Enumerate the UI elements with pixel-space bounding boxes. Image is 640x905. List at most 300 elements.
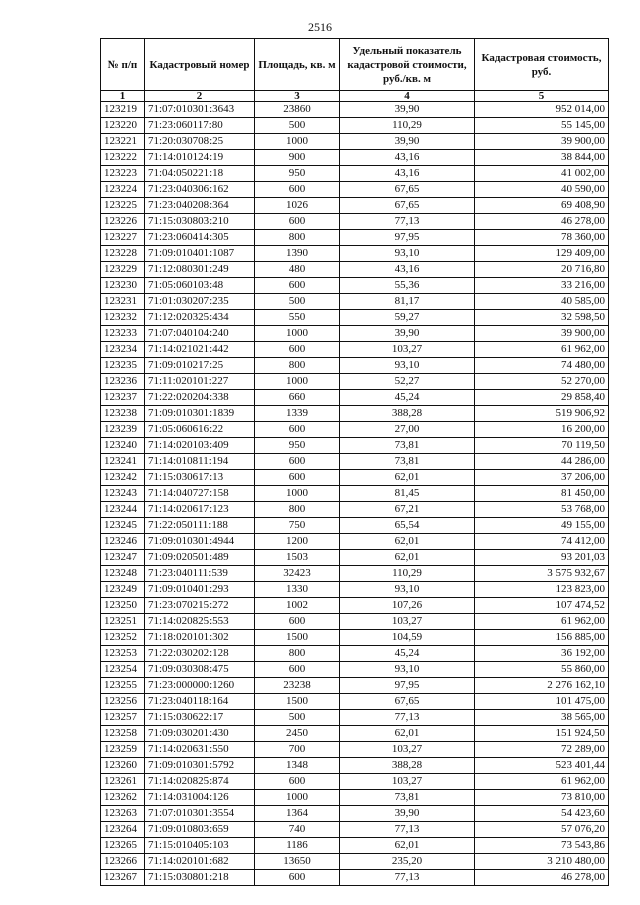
cadastral-cost-cell: 123 823,00 [475,582,609,598]
area-cell: 1364 [255,806,340,822]
table-row [101,406,609,422]
specific-value-cell: 62,01 [340,550,475,566]
specific-value-cell: 67,65 [340,198,475,214]
row-number-cell: 123267 [101,870,145,886]
page-number: 2516 [308,20,332,34]
cadastral-number-cell: 71:14:031004:126 [145,790,255,806]
table-row [101,646,609,662]
area-cell: 1330 [255,582,340,598]
row-number-cell: 123231 [101,294,145,310]
cadastral-number-cell: 71:07:040104:240 [145,326,255,342]
row-number-cell: 123246 [101,534,145,550]
specific-value-cell: 388,28 [340,758,475,774]
area-cell: 1503 [255,550,340,566]
table-row [101,630,609,646]
row-number-cell: 123241 [101,454,145,470]
cadastral-number-cell: 71:20:030708:25 [145,134,255,150]
specific-value-cell: 39,90 [340,806,475,822]
row-number-cell: 123226 [101,214,145,230]
cadastral-cost-cell: 46 278,00 [475,214,609,230]
row-number-cell: 123243 [101,486,145,502]
table-row [101,726,609,742]
cadastral-number-cell: 71:22:020204:338 [145,390,255,406]
cadastral-number-cell: 71:14:020101:682 [145,854,255,870]
area-cell: 800 [255,646,340,662]
area-cell: 950 [255,166,340,182]
column-number-row [101,91,609,102]
specific-value-cell: 62,01 [340,726,475,742]
row-number-cell: 123242 [101,470,145,486]
table-row [101,678,609,694]
specific-value-cell: 73,81 [340,438,475,454]
area-cell: 550 [255,310,340,326]
table-row [101,166,609,182]
cadastral-number-cell: 71:23:070215:272 [145,598,255,614]
cadastral-cost-cell: 519 906,92 [475,406,609,422]
table-row [101,358,609,374]
cadastral-cost-cell: 33 216,00 [475,278,609,294]
table-row [101,374,609,390]
cadastral-cost-cell: 32 598,50 [475,310,609,326]
cadastral-cost-cell: 29 858,40 [475,390,609,406]
cadastral-number-cell: 71:09:010301:4944 [145,534,255,550]
cadastral-cost-cell: 39 900,00 [475,134,609,150]
row-number-cell: 123252 [101,630,145,646]
area-cell: 1500 [255,694,340,710]
cadastral-number-cell: 71:04:050221:18 [145,166,255,182]
specific-value-cell: 77,13 [340,870,475,886]
table-row [101,854,609,870]
cadastral-number-cell: 71:23:040208:364 [145,198,255,214]
area-cell: 480 [255,262,340,278]
specific-value-cell: 77,13 [340,822,475,838]
specific-value-cell: 45,24 [340,646,475,662]
cadastral-cost-cell: 61 962,00 [475,774,609,790]
cadastral-cost-cell: 37 206,00 [475,470,609,486]
area-cell: 2450 [255,726,340,742]
cadastral-cost-cell: 49 155,00 [475,518,609,534]
row-number-cell: 123265 [101,838,145,854]
specific-value-cell: 103,27 [340,614,475,630]
table-row [101,710,609,726]
cadastral-cost-cell: 101 475,00 [475,694,609,710]
row-number-cell: 123262 [101,790,145,806]
cadastral-number-cell: 71:01:030207:235 [145,294,255,310]
table-row [101,822,609,838]
area-cell: 500 [255,710,340,726]
cadastral-number-cell: 71:14:040727:158 [145,486,255,502]
column-number: 4 [340,91,475,102]
row-number-cell: 123249 [101,582,145,598]
cadastral-number-cell: 71:14:010811:194 [145,454,255,470]
cadastral-number-cell: 71:23:040111:539 [145,566,255,582]
table-row [101,342,609,358]
cadastral-cost-cell: 107 474,52 [475,598,609,614]
cadastral-cost-cell: 74 412,00 [475,534,609,550]
table-row [101,790,609,806]
row-number-cell: 123224 [101,182,145,198]
specific-value-cell: 81,17 [340,294,475,310]
area-cell: 800 [255,230,340,246]
area-cell: 600 [255,214,340,230]
area-cell: 950 [255,438,340,454]
cadastral-number-cell: 71:05:060616:22 [145,422,255,438]
table-row [101,582,609,598]
table-row [101,262,609,278]
cadastral-cost-cell: 57 076,20 [475,822,609,838]
header-cadastral-number: Кадастровый номер [145,39,255,91]
area-cell: 1000 [255,134,340,150]
specific-value-cell: 103,27 [340,774,475,790]
specific-value-cell: 43,16 [340,150,475,166]
specific-value-cell: 388,28 [340,406,475,422]
cadastral-number-cell: 71:23:060414:305 [145,230,255,246]
area-cell: 500 [255,294,340,310]
specific-value-cell: 73,81 [340,454,475,470]
cadastral-number-cell: 71:09:010803:659 [145,822,255,838]
table-row [101,182,609,198]
specific-value-cell: 77,13 [340,710,475,726]
area-cell: 600 [255,342,340,358]
cadastral-cost-cell: 61 962,00 [475,342,609,358]
specific-value-cell: 77,13 [340,214,475,230]
table-row [101,534,609,550]
table-body [101,102,609,886]
cadastral-cost-cell: 156 885,00 [475,630,609,646]
cadastral-number-cell: 71:15:030617:13 [145,470,255,486]
table-row [101,566,609,582]
specific-value-cell: 59,27 [340,310,475,326]
cadastral-cost-cell: 38 565,00 [475,710,609,726]
specific-value-cell: 65,54 [340,518,475,534]
cadastral-number-cell: 71:23:040118:164 [145,694,255,710]
row-number-cell: 123219 [101,102,145,118]
row-number-cell: 123235 [101,358,145,374]
table-row [101,454,609,470]
row-number-cell: 123237 [101,390,145,406]
specific-value-cell: 62,01 [340,838,475,854]
table-row [101,390,609,406]
specific-value-cell: 103,27 [340,342,475,358]
row-number-cell: 123260 [101,758,145,774]
column-number: 1 [101,91,145,102]
cadastral-number-cell: 71:09:010401:1087 [145,246,255,262]
row-number-cell: 123248 [101,566,145,582]
area-cell: 1339 [255,406,340,422]
table-row [101,134,609,150]
table-row [101,422,609,438]
cadastral-number-cell: 71:09:010217:25 [145,358,255,374]
cadastral-number-cell: 71:14:010124:19 [145,150,255,166]
row-number-cell: 123234 [101,342,145,358]
area-cell: 900 [255,150,340,166]
row-number-cell: 123253 [101,646,145,662]
cadastral-number-cell: 71:07:010301:3554 [145,806,255,822]
table-row [101,774,609,790]
cadastral-number-cell: 71:09:030308:475 [145,662,255,678]
cadastral-cost-cell: 20 716,80 [475,262,609,278]
cadastral-number-cell: 71:05:060103:48 [145,278,255,294]
cadastral-cost-cell: 73 543,86 [475,838,609,854]
area-cell: 1000 [255,326,340,342]
row-number-cell: 123236 [101,374,145,390]
table-row [101,198,609,214]
table-row [101,278,609,294]
specific-value-cell: 67,65 [340,182,475,198]
specific-value-cell: 81,45 [340,486,475,502]
specific-value-cell: 110,29 [340,118,475,134]
area-cell: 1500 [255,630,340,646]
row-number-cell: 123233 [101,326,145,342]
specific-value-cell: 93,10 [340,582,475,598]
cadastral-cost-cell: 38 844,00 [475,150,609,166]
row-number-cell: 123266 [101,854,145,870]
area-cell: 1000 [255,374,340,390]
table-row [101,694,609,710]
row-number-cell: 123261 [101,774,145,790]
area-cell: 500 [255,118,340,134]
area-cell: 750 [255,518,340,534]
cadastral-cost-cell: 78 360,00 [475,230,609,246]
table-row [101,294,609,310]
area-cell: 32423 [255,566,340,582]
area-cell: 1200 [255,534,340,550]
specific-value-cell: 104,59 [340,630,475,646]
specific-value-cell: 39,90 [340,102,475,118]
specific-value-cell: 39,90 [340,326,475,342]
specific-value-cell: 67,21 [340,502,475,518]
row-number-cell: 123256 [101,694,145,710]
area-cell: 800 [255,358,340,374]
row-number-cell: 123225 [101,198,145,214]
area-cell: 600 [255,774,340,790]
table-row [101,214,609,230]
row-number-cell: 123251 [101,614,145,630]
specific-value-cell: 103,27 [340,742,475,758]
cadastral-cost-cell: 952 014,00 [475,102,609,118]
specific-value-cell: 52,27 [340,374,475,390]
table-row [101,102,609,118]
area-cell: 1000 [255,790,340,806]
row-number-cell: 123222 [101,150,145,166]
area-cell: 600 [255,870,340,886]
area-cell: 23860 [255,102,340,118]
cadastral-number-cell: 71:23:040306:162 [145,182,255,198]
area-cell: 1186 [255,838,340,854]
row-number-cell: 123247 [101,550,145,566]
area-cell: 1026 [255,198,340,214]
area-cell: 1390 [255,246,340,262]
row-number-cell: 123239 [101,422,145,438]
cadastral-cost-cell: 151 924,50 [475,726,609,742]
area-cell: 13650 [255,854,340,870]
area-cell: 1000 [255,486,340,502]
row-number-cell: 123257 [101,710,145,726]
row-number-cell: 123240 [101,438,145,454]
cadastral-cost-cell: 53 768,00 [475,502,609,518]
column-number: 2 [145,91,255,102]
table-row [101,438,609,454]
specific-value-cell: 110,29 [340,566,475,582]
area-cell: 600 [255,470,340,486]
table-row [101,326,609,342]
cadastral-cost-cell: 40 585,00 [475,294,609,310]
row-number-cell: 123227 [101,230,145,246]
cadastral-number-cell: 71:15:030801:218 [145,870,255,886]
row-number-cell: 123259 [101,742,145,758]
cadastral-number-cell: 71:15:030803:210 [145,214,255,230]
table-row [101,614,609,630]
row-number-cell: 123254 [101,662,145,678]
area-cell: 600 [255,182,340,198]
area-cell: 1348 [255,758,340,774]
cadastral-cost-cell: 74 480,00 [475,358,609,374]
specific-value-cell: 62,01 [340,470,475,486]
cadastral-number-cell: 71:12:080301:249 [145,262,255,278]
cadastral-cost-cell: 36 192,00 [475,646,609,662]
cadastral-cost-cell: 39 900,00 [475,326,609,342]
row-number-cell: 123258 [101,726,145,742]
cadastral-number-cell: 71:15:010405:103 [145,838,255,854]
cadastral-cost-cell: 55 860,00 [475,662,609,678]
cadastral-cost-cell: 73 810,00 [475,790,609,806]
cadastral-cost-cell: 44 286,00 [475,454,609,470]
header-specific-value: Удельный показатель кадастровой стоимости, руб./кв. м [340,39,475,91]
row-number-cell: 123244 [101,502,145,518]
cadastral-cost-cell: 55 145,00 [475,118,609,134]
row-number-cell: 123264 [101,822,145,838]
cadastral-cost-cell: 3 575 932,67 [475,566,609,582]
cadastral-cost-cell: 61 962,00 [475,614,609,630]
area-cell: 23238 [255,678,340,694]
cadastral-number-cell: 71:18:020101:302 [145,630,255,646]
row-number-cell: 123223 [101,166,145,182]
table-row [101,838,609,854]
table-row [101,470,609,486]
cadastral-cost-cell: 41 002,00 [475,166,609,182]
header-cadastral-cost: Кадастровая стоимость, руб. [475,39,609,91]
table-row [101,502,609,518]
row-number-cell: 123250 [101,598,145,614]
cadastral-cost-cell: 81 450,00 [475,486,609,502]
cadastral-number-cell: 71:09:010301:1839 [145,406,255,422]
area-cell: 660 [255,390,340,406]
row-number-cell: 123245 [101,518,145,534]
specific-value-cell: 62,01 [340,534,475,550]
area-cell: 600 [255,662,340,678]
cadastral-number-cell: 71:14:020825:553 [145,614,255,630]
specific-value-cell: 43,16 [340,166,475,182]
header-row-number: № п/п [101,39,145,91]
row-number-cell: 123238 [101,406,145,422]
cadastral-cost-cell: 72 289,00 [475,742,609,758]
cadastral-number-cell: 71:22:050111:188 [145,518,255,534]
cadastral-cost-cell: 93 201,03 [475,550,609,566]
specific-value-cell: 93,10 [340,358,475,374]
cadastral-cost-cell: 70 119,50 [475,438,609,454]
table-row [101,230,609,246]
header-area: Площадь, кв. м [255,39,340,91]
cadastral-number-cell: 71:07:010301:3643 [145,102,255,118]
row-number-cell: 123221 [101,134,145,150]
row-number-cell: 123263 [101,806,145,822]
cadastral-cost-cell: 54 423,60 [475,806,609,822]
table-header-row [101,39,609,91]
area-cell: 740 [255,822,340,838]
cadastral-number-cell: 71:14:020631:550 [145,742,255,758]
cadastral-cost-cell: 2 276 162,10 [475,678,609,694]
specific-value-cell: 55,36 [340,278,475,294]
table-row [101,518,609,534]
cadastral-number-cell: 71:12:020325:434 [145,310,255,326]
cadastral-cost-cell: 129 409,00 [475,246,609,262]
table-row [101,310,609,326]
cadastral-number-cell: 71:14:020617:123 [145,502,255,518]
cadastral-number-cell: 71:14:020825:874 [145,774,255,790]
cadastral-cost-cell: 52 270,00 [475,374,609,390]
cadastral-cost-cell: 69 408,90 [475,198,609,214]
cadastral-number-cell: 71:09:010301:5792 [145,758,255,774]
column-number: 5 [475,91,609,102]
cadastral-number-cell: 71:09:020501:489 [145,550,255,566]
cadastral-number-cell: 71:09:010401:293 [145,582,255,598]
row-number-cell: 123220 [101,118,145,134]
table-row [101,486,609,502]
area-cell: 600 [255,278,340,294]
cadastral-cost-cell: 523 401,44 [475,758,609,774]
specific-value-cell: 107,26 [340,598,475,614]
area-cell: 600 [255,614,340,630]
cadastral-cost-cell: 16 200,00 [475,422,609,438]
specific-value-cell: 97,95 [340,230,475,246]
specific-value-cell: 93,10 [340,246,475,262]
specific-value-cell: 39,90 [340,134,475,150]
table-row [101,758,609,774]
area-cell: 800 [255,502,340,518]
table-row [101,806,609,822]
cadastral-value-table [100,38,609,886]
specific-value-cell: 67,65 [340,694,475,710]
row-number-cell: 123230 [101,278,145,294]
area-cell: 600 [255,454,340,470]
table-row [101,118,609,134]
table-row [101,550,609,566]
specific-value-cell: 93,10 [340,662,475,678]
specific-value-cell: 45,24 [340,390,475,406]
table-row [101,742,609,758]
area-cell: 1002 [255,598,340,614]
specific-value-cell: 27,00 [340,422,475,438]
cadastral-number-cell: 71:23:060117:80 [145,118,255,134]
cadastral-number-cell: 71:11:020101:227 [145,374,255,390]
table-row [101,150,609,166]
cadastral-number-cell: 71:22:030202:128 [145,646,255,662]
cadastral-number-cell: 71:14:020103:409 [145,438,255,454]
column-number: 3 [255,91,340,102]
cadastral-cost-cell: 46 278,00 [475,870,609,886]
cadastral-cost-cell: 3 210 480,00 [475,854,609,870]
specific-value-cell: 43,16 [340,262,475,278]
cadastral-number-cell: 71:15:030622:17 [145,710,255,726]
table-row [101,662,609,678]
specific-value-cell: 235,20 [340,854,475,870]
area-cell: 700 [255,742,340,758]
cadastral-number-cell: 71:14:021021:442 [145,342,255,358]
table-row [101,870,609,886]
row-number-cell: 123232 [101,310,145,326]
area-cell: 600 [255,422,340,438]
cadastral-cost-cell: 40 590,00 [475,182,609,198]
